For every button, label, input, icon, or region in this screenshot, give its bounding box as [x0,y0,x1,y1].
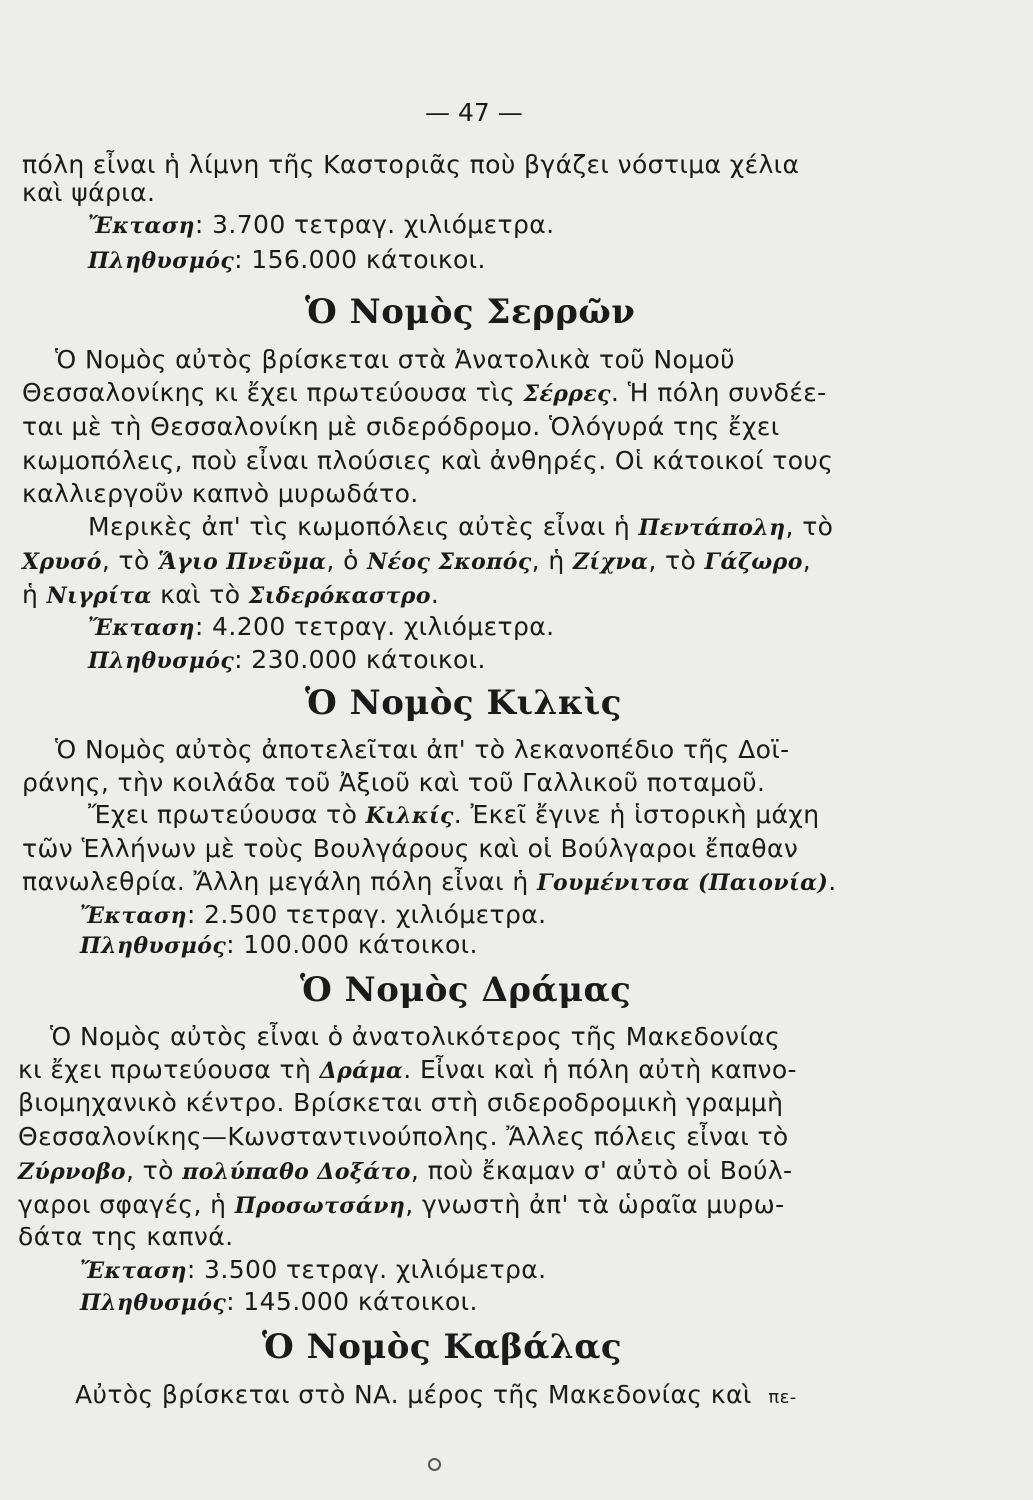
city-name: Δράμα [319,1058,404,1084]
town-name: Προσωτσάνη [234,1193,406,1219]
section-title-kavala: Ὁ Νομὸς Καβάλας [262,1327,623,1367]
area-row [88,210,554,239]
population-row [88,645,486,674]
decorative-dot [428,1458,441,1471]
section-title-serres: Ὁ Νομὸς Σερρῶν [305,292,636,332]
town-name: Νέος Σκοπός [367,549,532,575]
text-line: καὶ ψάρια. [22,178,156,207]
population-row [88,245,486,274]
section-title-drama: Ὁ Νομὸς Δράμας [300,970,632,1010]
area-label: Ἔκταση [88,213,195,239]
text-line: δάτα της καπνά. [18,1222,234,1251]
area-row [80,1255,546,1284]
population-label: Πληθυσμός [88,648,235,674]
text-line: Θεσσαλονίκης—Κωνσταντινούπολης. Ἄλλες πόλεις εἶναι τὸ [18,1122,789,1151]
population-value: : 145.000 κάτοικοι. [226,1287,478,1316]
population-row [80,1287,478,1316]
town-name: Γουμένιτσα (Παιονία) [536,870,829,896]
area-value: : 4.200 τετραγ. χιλιόμετρα. [194,612,555,641]
text-line: πανωλεθρία. Ἄλλη μεγάλη πόλη εἶναι ἡ Γουμένιτσα (Παιονία). [22,867,837,896]
town-name: Ζύρνοβο [18,1159,126,1185]
text-line: ται μὲ τὴ Θεσσαλονίκη μὲ σιδερόδρομο. Ὁλόγυρά της ἔχει [22,412,780,441]
town-name: Γάζωρο [704,549,803,575]
area-row [88,612,554,641]
city-name: Σέρρες [523,381,611,407]
text-line: Ἔχει πρωτεύουσα τὸ Κιλκίς. Ἐκεῖ ἔγινε ἡ ἱστορικὴ μάχη [88,800,820,829]
text-line: πόλη εἶναι ἡ λίμνη τῆς Καστοριᾶς ποὺ βγάζει νόστιμα χέλια [22,150,800,179]
text-line: ράνης, τὴν κοιλάδα τοῦ Ἀξιοῦ καὶ τοῦ Γαλλικοῦ ποταμοῦ. [22,768,766,797]
population-label: Πληθυσμός [88,248,235,274]
town-name: Σιδερόκαστρο [248,583,431,609]
text-line: Ὁ Νομὸς αὐτὸς ἀποτελεῖται ἀπ' τὸ λεκανοπέδιο τῆς Δοϊ- [55,735,790,764]
page-number: — 47 — [425,98,523,127]
text-line: Αὐτὸς βρίσκεται στὸ ΝΑ. μέρος τῆς Μακεδονίας καὶ πε- [75,1380,797,1409]
population-value: : 156.000 κάτοικοι. [234,245,486,274]
text-line: γαροι σφαγές, ἡ Προσωτσάνη, γνωστὴ ἀπ' τὰ ὡραῖα μυρω- [18,1190,785,1219]
text-line: Θεσσαλονίκης κι ἔχει πρωτεύουσα τὶς Σέρρες. Ἡ πόλη συνδέε- [22,378,827,407]
text-line: ἡ Νιγρίτα καὶ τὸ Σιδερόκαστρο. [22,580,440,609]
city-name: Κιλκίς [365,803,454,829]
area-value: : 2.500 τετραγ. χιλιόμετρα. [186,900,547,929]
area-label: Ἔκταση [80,903,187,929]
text-line: Ὁ Νομὸς αὐτὸς εἶναι ὁ ἀνατολικότερος τῆς Μακεδονίας [50,1022,781,1051]
town-name: Ζίχνα [572,549,649,575]
area-value: : 3.500 τετραγ. χιλιόμετρα. [186,1255,547,1284]
text-line: καλλιεργοῦν καπνὸ μυρωδάτο. [22,479,419,508]
town-name: πολύπαθο Δοξάτο [182,1159,411,1185]
area-row [80,900,546,929]
area-label: Ἔκταση [88,615,195,641]
text-line: τῶν Ἑλλήνων μὲ τοὺς Βουλγάρους καὶ οἱ Βούλγαροι ἔπαθαν [22,834,799,863]
text-line: Μερικὲς ἀπ' τὶς κωμοπόλεις αὐτὲς εἶναι ἡ Πεντάπολη, τὸ [88,512,834,541]
text-line: κωμοπόλεις, ποὺ εἶναι πλούσιες καὶ ἀνθηρές. Οἱ κάτοικοί τους [22,446,834,475]
town-name: Νιγρίτα [46,583,152,609]
town-name: Ἅγιο Πνεῦμα [158,549,327,575]
text-line: Ζύρνοβο, τὸ πολύπαθο Δοξάτο, ποὺ ἔκαμαν σ' αὐτὸ οἱ Βούλ- [18,1156,793,1185]
population-label: Πληθυσμός [80,933,227,959]
population-value: : 100.000 κάτοικοι. [226,930,478,959]
town-name: Χρυσό [22,549,102,575]
population-row [80,930,478,959]
population-label: Πληθυσμός [80,1290,227,1316]
town-name: Πεντάπολη [638,515,786,541]
text-line: Ὁ Νομὸς αὐτὸς βρίσκεται στὰ Ἀνατολικὰ τοῦ Νομοῦ [55,345,736,374]
text-line: κι ἔχει πρωτεύουσα τὴ Δράμα. Εἶναι καὶ ἡ πόλη αὐτὴ καπνο- [18,1055,797,1084]
text-line: Χρυσό, τὸ Ἅγιο Πνεῦμα, ὁ Νέος Σκοπός, ἡ Ζίχνα, τὸ Γάζωρο, [22,546,812,575]
section-title-kilkis: Ὁ Νομὸς Κιλκὶς [305,683,622,723]
population-value: : 230.000 κάτοικοι. [234,645,486,674]
text-line: βιομηχανικὸ κέντρο. Βρίσκεται στὴ σιδεροδρομικὴ γραμμὴ [18,1088,784,1117]
area-label: Ἔκταση [80,1258,187,1284]
area-value: : 3.700 τετραγ. χιλιόμετρα. [194,210,555,239]
